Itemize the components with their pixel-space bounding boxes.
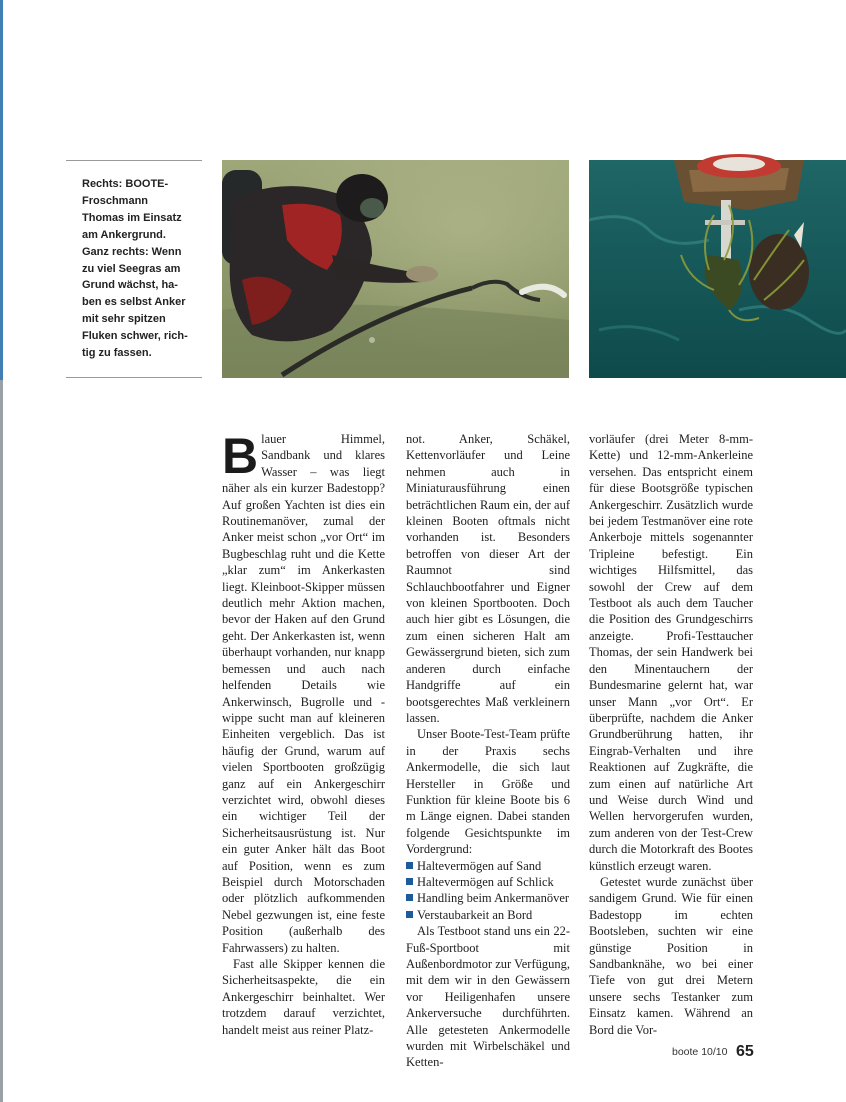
article-paragraph [222,428,385,956]
photo-anchor-seagrass [589,160,846,378]
article-column-1 [222,428,385,1037]
lead-text: lauer Himmel, Sandbank und klares Wasser – was liegt näher als ein kurzer Badestopp? Auf großen Yachten ist dies ein Routinemanöver, zumal der Anker meist schon „vor Ort“ im Bugbeschlag ruht und die Kette „klar zum“ im Ankerkasten liegt. Kleinboot-Skipper müssen deutlich mehr Aktion machen, bevor der Haken auf den Grund geht. Der Ankerkasten ist, wenn überhaupt vorhanden, nur knapp bemessen und auch nach helfenden Details wie Ankerwinsch, Bugrolle und -wippe sucht man auf kleineren Einheiten vergeblich. Das ist häufig der Grund, warum auf vielen Sportbooten großzügig ganz auf ein Ankergeschirr verzichtet wird, obwohl dieses ein wichtiger Teil der Sicherheitsausrüstung ist. Nur ein guter Anker hält das Boot auf Position, wenn es zum Beispiel durch Motorschaden oder plötzlich aufkommenden Nebel gezwungen ist, eine feste Position (außerhalb des Fahrwassers) zu halten. [222,432,385,955]
drop-cap: B [222,428,259,484]
article-column-2 [406,431,570,1070]
article-paragraph: Unser Boote-Test-Team prüfte in der Praxis sechs Ankermodelle, die sich laut Hersteller in Größe und Funktion für kleine Boote bis 6 m Länge eignen. Dabei standen folgende Gesichtspunkte im Vordergrund: [406,727,570,857]
list-item: Haltevermögen auf Sand [406,858,570,874]
caption-bottom-rule [66,377,202,378]
article-paragraph: not. Anker, Schäkel, Kettenvorläufer und Leine nehmen auch in Miniaturausführung einen beträchtlichen Raum ein, der auf kleinen Booten oftmals nicht vorhanden ist. Besonders betroffen von dieser Art der Raumnot sind Schlauchbootfahrer und Eigner von kleinen Sportbooten. Doch auch hier gibt es Lösungen, die zum einen sicheren Halt am Gewässergrund bieten, sich zum anderen durch einfache Handgriffe auf ein bootsgerechtes Maß verkleinern lassen. [406,432,570,725]
bullet-square-icon [406,862,413,869]
caption-top-rule [66,160,202,161]
article-paragraph: vorläufer (drei Meter 8-mm-Kette) und 12-mm-Ankerleine versehen. Das entspricht einem für diese Bootsgröße typischen Ankergeschirr. Zusätzlich wurde bei jedem Testmanöver eine rote Ankerboje mittels sogenannter Tripleine befestigt. Ein wichtiges Hilfsmittel, das sowohl der Crew auf dem Testboot als auch dem Taucher die Position des Grundgeschirrs anzeigte. Profi-Testtaucher Thomas, der sein Handwerk bei den Minentauchern der Bundesmarine gelernt hat, war unser Mann „vor Ort“. Er überprüfte, nachdem die Anker Grundberührung hatten, ihr Eingrab-Verhalten und ihre Reaktionen auf Zugkräfte, die zum einen auf natürliche Art und Weise durch Wind und Wellen hervorgerufen wurden, zum anderen von der Test-Crew durch die Motorkraft des Bootes künstlich erzeugt waren. [589,432,753,873]
photo-caption: Rechts: BOOTE- Froschmann Thomas im Einsatz am Ankergrund. Ganz rechts: Wenn zu viel Seegras am Grund wächst, ha- ben es selbst Anker mit sehr spitzen Fluken schwer, rich- tig zu fassen. [82,178,188,360]
magazine-issue-label: boote 10/10 [672,1046,728,1058]
photo-diver-anchor-ground [222,160,569,378]
list-item: Verstaubarkeit an Bord [406,907,570,923]
page-edge-marker [0,0,3,380]
list-item: Haltevermögen auf Schlick [406,874,570,890]
bullet-square-icon [406,878,413,885]
bullet-square-icon [406,894,413,901]
article-paragraph: Getestet wurde zunächst über sandigem Grund. Wie für einen Badestopp im echten Bootsleben, suchten wir eine günstige Position in Sandbanknähe, wo bei einer Tiefe von gut drei Metern unsere sechs Testanker zum Einsatz kamen. Während an Bord die Vor- [589,874,753,1037]
bullet-square-icon [406,911,413,918]
article-paragraph: Als Testboot stand uns ein 22-Fuß-Sportboot mit Außenbordmotor zur Verfügung, mit dem wir in den Gewässern vor Heiligenhafen unsere Ankerversuche durchführten. Alle getesteten Ankermodelle wurden mit Wirbelschäkel und Ketten- [406,924,570,1070]
article-paragraph: Fast alle Skipper kennen die Sicherheitsaspekte, die ein Ankergeschirr beinhaltet. Wer trotzdem darauf verzichtet, handelt meist aus reiner Platz- [222,957,385,1037]
list-item: Handling beim Ankermanöver [406,890,570,906]
page-number: 65 [736,1043,754,1060]
criteria-list [406,858,570,924]
page-edge-marker-lower [0,380,3,1102]
article-column-3 [589,431,753,1036]
